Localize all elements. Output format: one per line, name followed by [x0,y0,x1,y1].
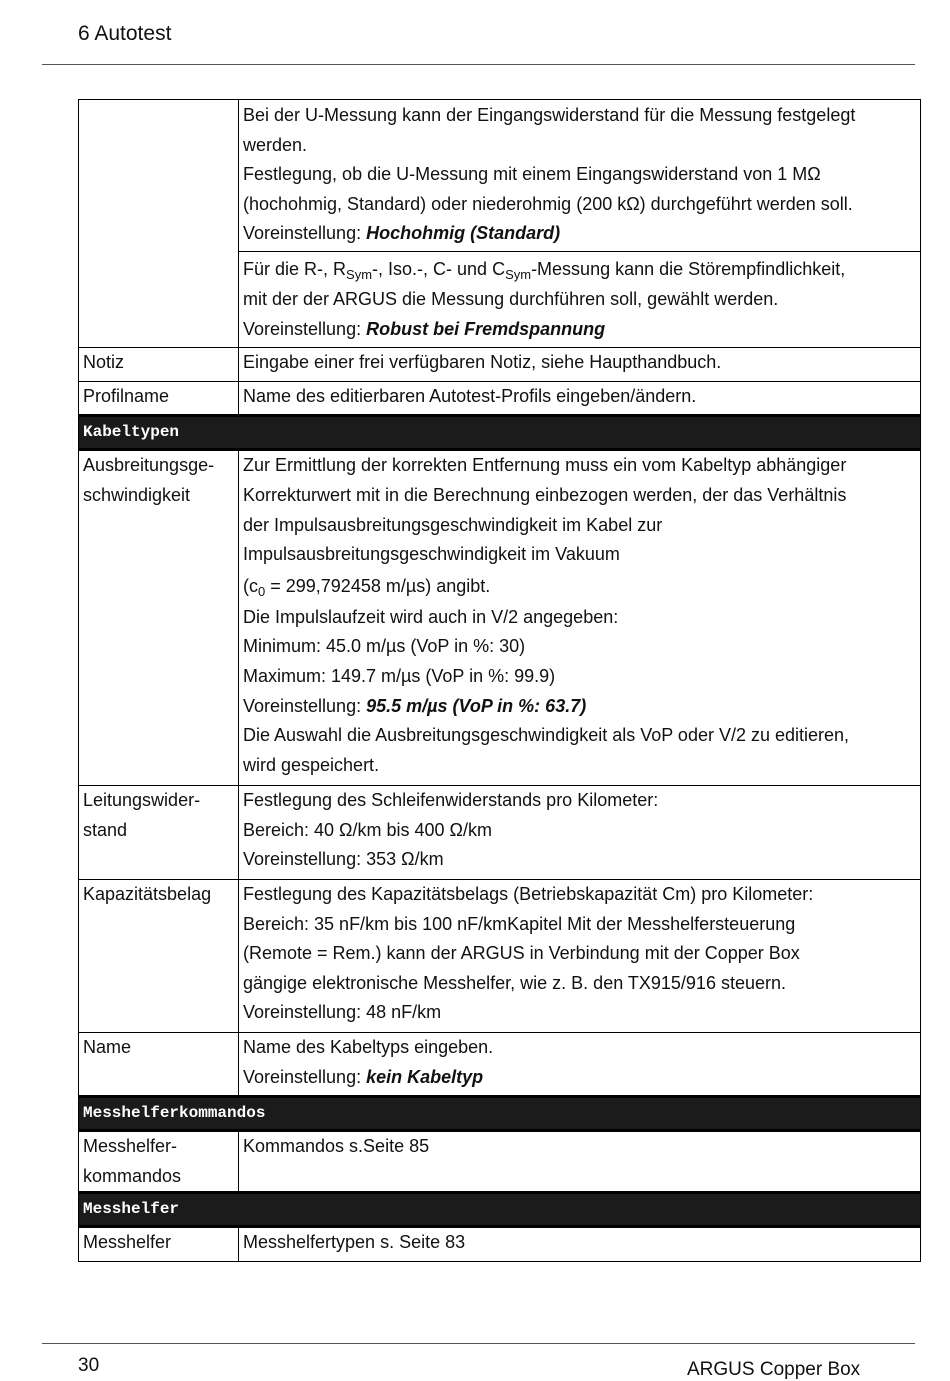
text-line: mit der der ARGUS die Messung durchführen soll, gewählt werden. [243,288,779,309]
subscript: Sym [346,266,373,282]
section-header-row [79,416,921,450]
section-kabeltypen: Kabeltypen [79,416,921,450]
key-name: Name [79,1033,239,1097]
key-line: schwindigkeit [83,484,191,505]
table-row [79,1227,921,1262]
section-messhelferkommandos: Messhelferkommandos [79,1097,921,1131]
default-label: Voreinstellung: [243,318,367,339]
key-messhelfer: Messhelfer [79,1227,239,1262]
text-fragment: = 299,792458 m/µs) angibt. [265,575,491,596]
key-messhelferkommandos [79,1131,239,1193]
default-value: Hochohmig (Standard) [366,223,561,244]
table-row [79,786,921,880]
value-leitungswiderstand [239,786,921,880]
subscript: 0 [258,583,266,599]
default-label: Voreinstellung: [243,695,367,716]
value-profilname: Name des editierbaren Autotest-Profils eingeben/ändern. [239,381,921,416]
text-line: Festlegung des Schleifenwiderstands pro Kilometer: [243,790,659,811]
text-line: gängige elektronische Messhelfer, wie z. B. den TX915/916 steuern. [243,972,786,993]
table-row [79,100,921,252]
key-leitungswiderstand [79,786,239,880]
key-notiz: Notiz [79,348,239,382]
default-label: Voreinstellung: [243,1066,367,1087]
table-row [79,880,921,1033]
text-line: Die Impulslaufzeit wird auch in V/2 angegeben: [243,606,619,627]
page-header-title: 6 Autotest [78,22,172,45]
interference-description [239,251,921,347]
key-ausbreitung [79,450,239,786]
table-row [79,1131,921,1193]
page-number: 30 [78,1355,100,1376]
text-line: Festlegung des Kapazitätsbelags (Betriebskapazität Cm) pro Kilometer: [243,884,814,905]
text-line: Festlegung, ob die U-Messung mit einem Eingangswiderstand von 1 MΩ [243,164,821,185]
u-measurement-description [239,100,921,252]
text-fragment: -, Iso.-, C- und C [372,258,506,279]
value-name [239,1033,921,1097]
text-line: (Remote = Rem.) kann der ARGUS in Verbindung mit der Copper Box [243,943,800,964]
text-line: der Impulsausbreitungsgeschwindigkeit im Kabel zur [243,514,663,535]
key-kapazitaetsbelag: Kapazitätsbelag [79,880,239,1033]
default-line [243,315,914,345]
key-line: Leitungswider- [83,790,201,811]
key-line: Ausbreitungsge- [83,455,215,476]
text-fragment: (c [243,575,258,596]
default-value: 95.5 m/µs (VoP in %: 63.7) [366,695,587,716]
text-line: werden. [243,134,308,155]
default-value: Robust bei Fremdspannung [366,318,606,339]
empty-key-cell [79,100,239,348]
key-line: kommandos [83,1165,182,1186]
subscript: Sym [505,266,532,282]
text-line: Bereich: 35 nF/km bis 100 nF/kmKapitel Mit der Messhelfersteuerung [243,913,796,934]
value-messhelferkommandos: Kommandos s.Seite 85 [239,1131,921,1193]
section-header-row [79,1193,921,1227]
text-line: Bei der U-Messung kann der Eingangswiderstand für die Messung festgelegt [243,105,856,125]
value-kapazitaetsbelag [239,880,921,1033]
section-header-row [79,1097,921,1131]
section-messhelfer: Messhelfer [79,1193,921,1227]
text-line [243,570,914,603]
default-line [243,1063,914,1093]
table-row [79,450,921,786]
key-line: stand [83,819,128,840]
table-row [79,348,921,382]
text-line: Die Auswahl die Ausbreitungsgeschwindigkeit als VoP oder V/2 zu editieren, [243,725,850,746]
value-messhelfer: Messhelfertypen s. Seite 83 [239,1227,921,1262]
text-line: Minimum: 45.0 m/µs (VoP in %: 30) [243,636,526,657]
text-line [243,254,914,285]
text-line: Bereich: 40 Ω/km bis 400 Ω/km [243,819,493,840]
text-line: Name des Kabeltyps eingeben. [243,1037,494,1058]
text-line: Voreinstellung: 353 Ω/km [243,849,444,870]
key-line: Messhelfer- [83,1136,178,1157]
default-label: Voreinstellung: [243,223,367,244]
value-ausbreitung [239,450,921,786]
footer-divider [42,1343,915,1344]
settings-table [78,99,921,1262]
text-line: Maximum: 149.7 m/µs (VoP in %: 99.9) [243,665,556,686]
text-line: Voreinstellung: 48 nF/km [243,1002,442,1023]
text-line: wird gespeichert. [243,754,380,775]
text-line: Korrekturwert mit in die Berechnung einbezogen werden, der das Verhältnis [243,484,847,505]
text-fragment: -Messung kann die Störempfindlichkeit, [531,258,846,279]
table-row [79,1033,921,1097]
text-line: (hochohmig, Standard) oder niederohmig (200 kΩ) durchgeführt werden soll. [243,193,853,214]
text-line: Impulsausbreitungsgeschwindigkeit im Vakuum [243,544,620,565]
value-notiz: Eingabe einer frei verfügbaren Notiz, siehe Haupthandbuch. [239,348,921,382]
text-line: Zur Ermittlung der korrekten Entfernung muss ein vom Kabeltyp abhängiger [243,455,847,476]
default-line [243,692,914,722]
header-divider [42,64,915,65]
product-name: ARGUS Copper Box [687,1359,861,1380]
text-fragment: Für die R-, R [243,258,347,279]
table-row [79,381,921,416]
default-line [243,219,914,249]
key-profilname: Profilname [79,381,239,416]
default-value: kein Kabeltyp [366,1066,484,1087]
